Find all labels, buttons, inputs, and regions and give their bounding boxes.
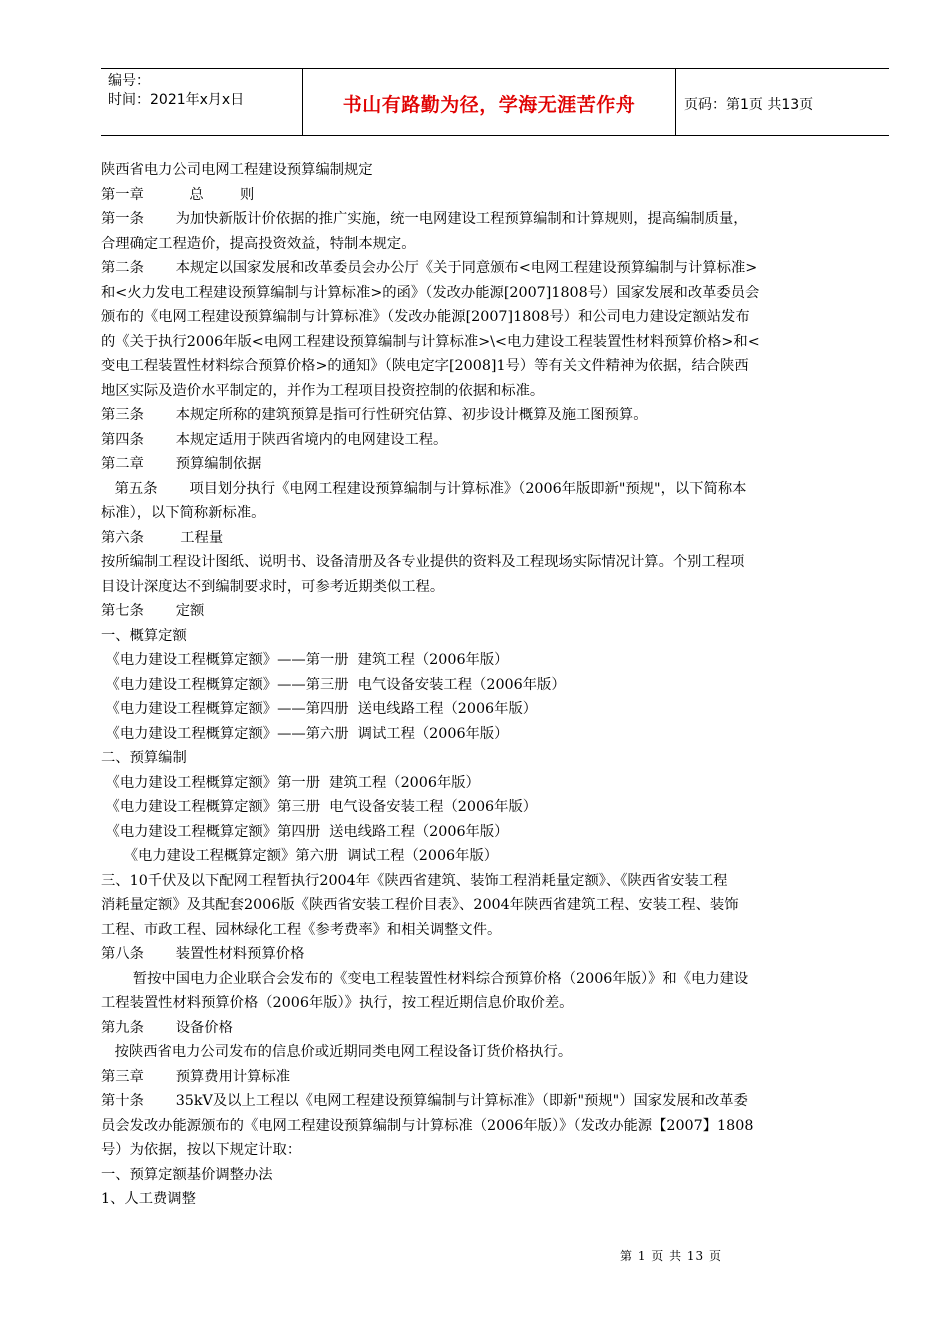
document-body xyxy=(101,158,863,1212)
document-line: 地区实际及造价水平制定的，并作为工程项目投资控制的依据和标准。 xyxy=(101,382,545,399)
document-line: 第五条 项目划分执行《电网工程建设预算编制与计算标准》（2006年版即新"预规"，以下简称本 xyxy=(101,480,747,497)
document-line: 消耗量定额》及其配套2006版《陕西省安装工程价目表》、2004年陕西省建筑工程、安装工程、装饰 xyxy=(101,897,739,913)
header-divider-right xyxy=(675,68,676,135)
document-line: 按陕西省电力公司发布的信息价或近期同类电网工程设备订货价格执行。 xyxy=(101,1044,573,1060)
document-line: 第六条 工程量 xyxy=(101,529,224,546)
document-time-label: 时间：2021年x月x日 xyxy=(108,92,245,108)
document-line: 第四条 本规定适用于陕西省境内的电网建设工程。 xyxy=(101,431,448,448)
document-line: 标准），以下简称新标准。 xyxy=(101,505,266,521)
document-line: 《电力建设工程概算定额》——第六册 调试工程（2006年版） xyxy=(101,725,509,742)
document-line: 工程、市政工程、园林绿化工程《参考费率》和相关调整文件。 xyxy=(101,921,502,938)
document-line: 员会发改办能源颁布的《电网工程建设预算编制与计算标准（2006年版）》（发改办能源【2007】1808 xyxy=(101,1117,754,1134)
document-number-label: 编号： xyxy=(108,73,150,89)
document-line: 《电力建设工程概算定额》第六册 调试工程（2006年版） xyxy=(101,848,499,864)
document-line: 第十条 35kV及以上工程以《电网工程建设预算编制与计算标准》（即新"预规"）国家发展和改革委 xyxy=(101,1093,748,1109)
document-line: 《电力建设工程概算定额》第一册 建筑工程（2006年版） xyxy=(101,774,480,791)
header-top-rule xyxy=(101,68,889,69)
document-line: 号）为依据，按以下规定计取： xyxy=(101,1142,302,1158)
document-line: 合理确定工程造价，提高投资效益，特制本规定。 xyxy=(101,235,416,252)
document-line: 《电力建设工程概算定额》第四册 送电线路工程（2006年版） xyxy=(101,823,509,840)
document-line: 第一条 为加快新版计价依据的推广实施，统一电网建设工程预算编制和计算规则，提高编制质量， xyxy=(101,211,748,227)
document-line: 第七条 定额 xyxy=(101,603,205,619)
document-line: 1、人工费调整 xyxy=(101,1191,196,1207)
document-line: 一、预算定额基价调整办法 xyxy=(101,1166,273,1183)
document-line: 二、预算编制 xyxy=(101,750,187,766)
document-line: 《电力建设工程概算定额》——第三册 电气设备安装工程（2006年版） xyxy=(101,676,566,693)
document-line: 暂按中国电力企业联合会发布的《变电工程装置性材料综合预算价格（2006年版）》和《电力建设 xyxy=(101,970,749,987)
document-line: 第三条 本规定所称的建筑预算是指可行性研究估算、初步设计概算及施工图预算。 xyxy=(101,407,648,423)
header-motto: 书山有路勤为径，学海无涯苦作舟 xyxy=(342,94,636,116)
document-line: 的《关于执行2006年版<电网工程建设预算编制与计算标准>\<电力建设工程装置性材料预算价格>和< xyxy=(101,333,760,350)
document-line: 一、概算定额 xyxy=(101,627,187,644)
document-line: 第二条 本规定以国家发展和改革委员会办公厅《关于同意颁布<电网工程建设预算编制与计算标准> xyxy=(101,260,758,276)
document-line: 《电力建设工程概算定额》——第一册 建筑工程（2006年版） xyxy=(101,652,509,668)
document-line: 第三章 预算费用计算标准 xyxy=(101,1068,291,1085)
document-line: 第九条 设备价格 xyxy=(101,1019,233,1036)
document-line: 和<火力发电工程建设预算编制与计算标准>的函》（发改办能源[2007]1808号）国家发展和改革委员会 xyxy=(101,284,760,301)
document-line: 目设计深度达不到编制要求时，可参考近期类似工程。 xyxy=(101,578,445,595)
document-line: 第一章 总 则 xyxy=(101,186,255,203)
document-line: 颁布的《电网工程建设预算编制与计算标准》（发改办能源[2007]1808号）和公司电力建设定额站发布 xyxy=(101,309,750,325)
document-line: 按所编制工程设计图纸、说明书、设备清册及各专业提供的资料及工程现场实际情况计算。个别工程项 xyxy=(101,554,745,570)
document-line: 第二章 预算编制依据 xyxy=(101,456,262,472)
document-line: 三、10千伏及以下配网工程暂执行2004年《陕西省建筑、装饰工程消耗量定额》、《陕西省安装工程 xyxy=(101,872,728,889)
document-line: 变电工程装置性材料综合预算价格>的通知》（陕电定字[2008]1号）等有关文件精神为依据，结合陕西 xyxy=(101,358,749,374)
header-page-indicator: 页码：第1页 共13页 xyxy=(684,97,814,113)
header-bottom-rule xyxy=(101,135,889,136)
document-line: 陕西省电力公司电网工程建设预算编制规定 xyxy=(101,162,373,178)
document-line: 工程装置性材料预算价格（2006年版）》执行，按工程近期信息价取价差。 xyxy=(101,995,574,1011)
document-line: 《电力建设工程概算定额》——第四册 送电线路工程（2006年版） xyxy=(101,701,538,717)
document-line: 《电力建设工程概算定额》第三册 电气设备安装工程（2006年版） xyxy=(101,799,538,815)
page-footer: 第 1 页 共 13 页 xyxy=(620,1249,722,1263)
document-line: 第八条 装置性材料预算价格 xyxy=(101,946,305,962)
header-meta xyxy=(108,72,244,110)
